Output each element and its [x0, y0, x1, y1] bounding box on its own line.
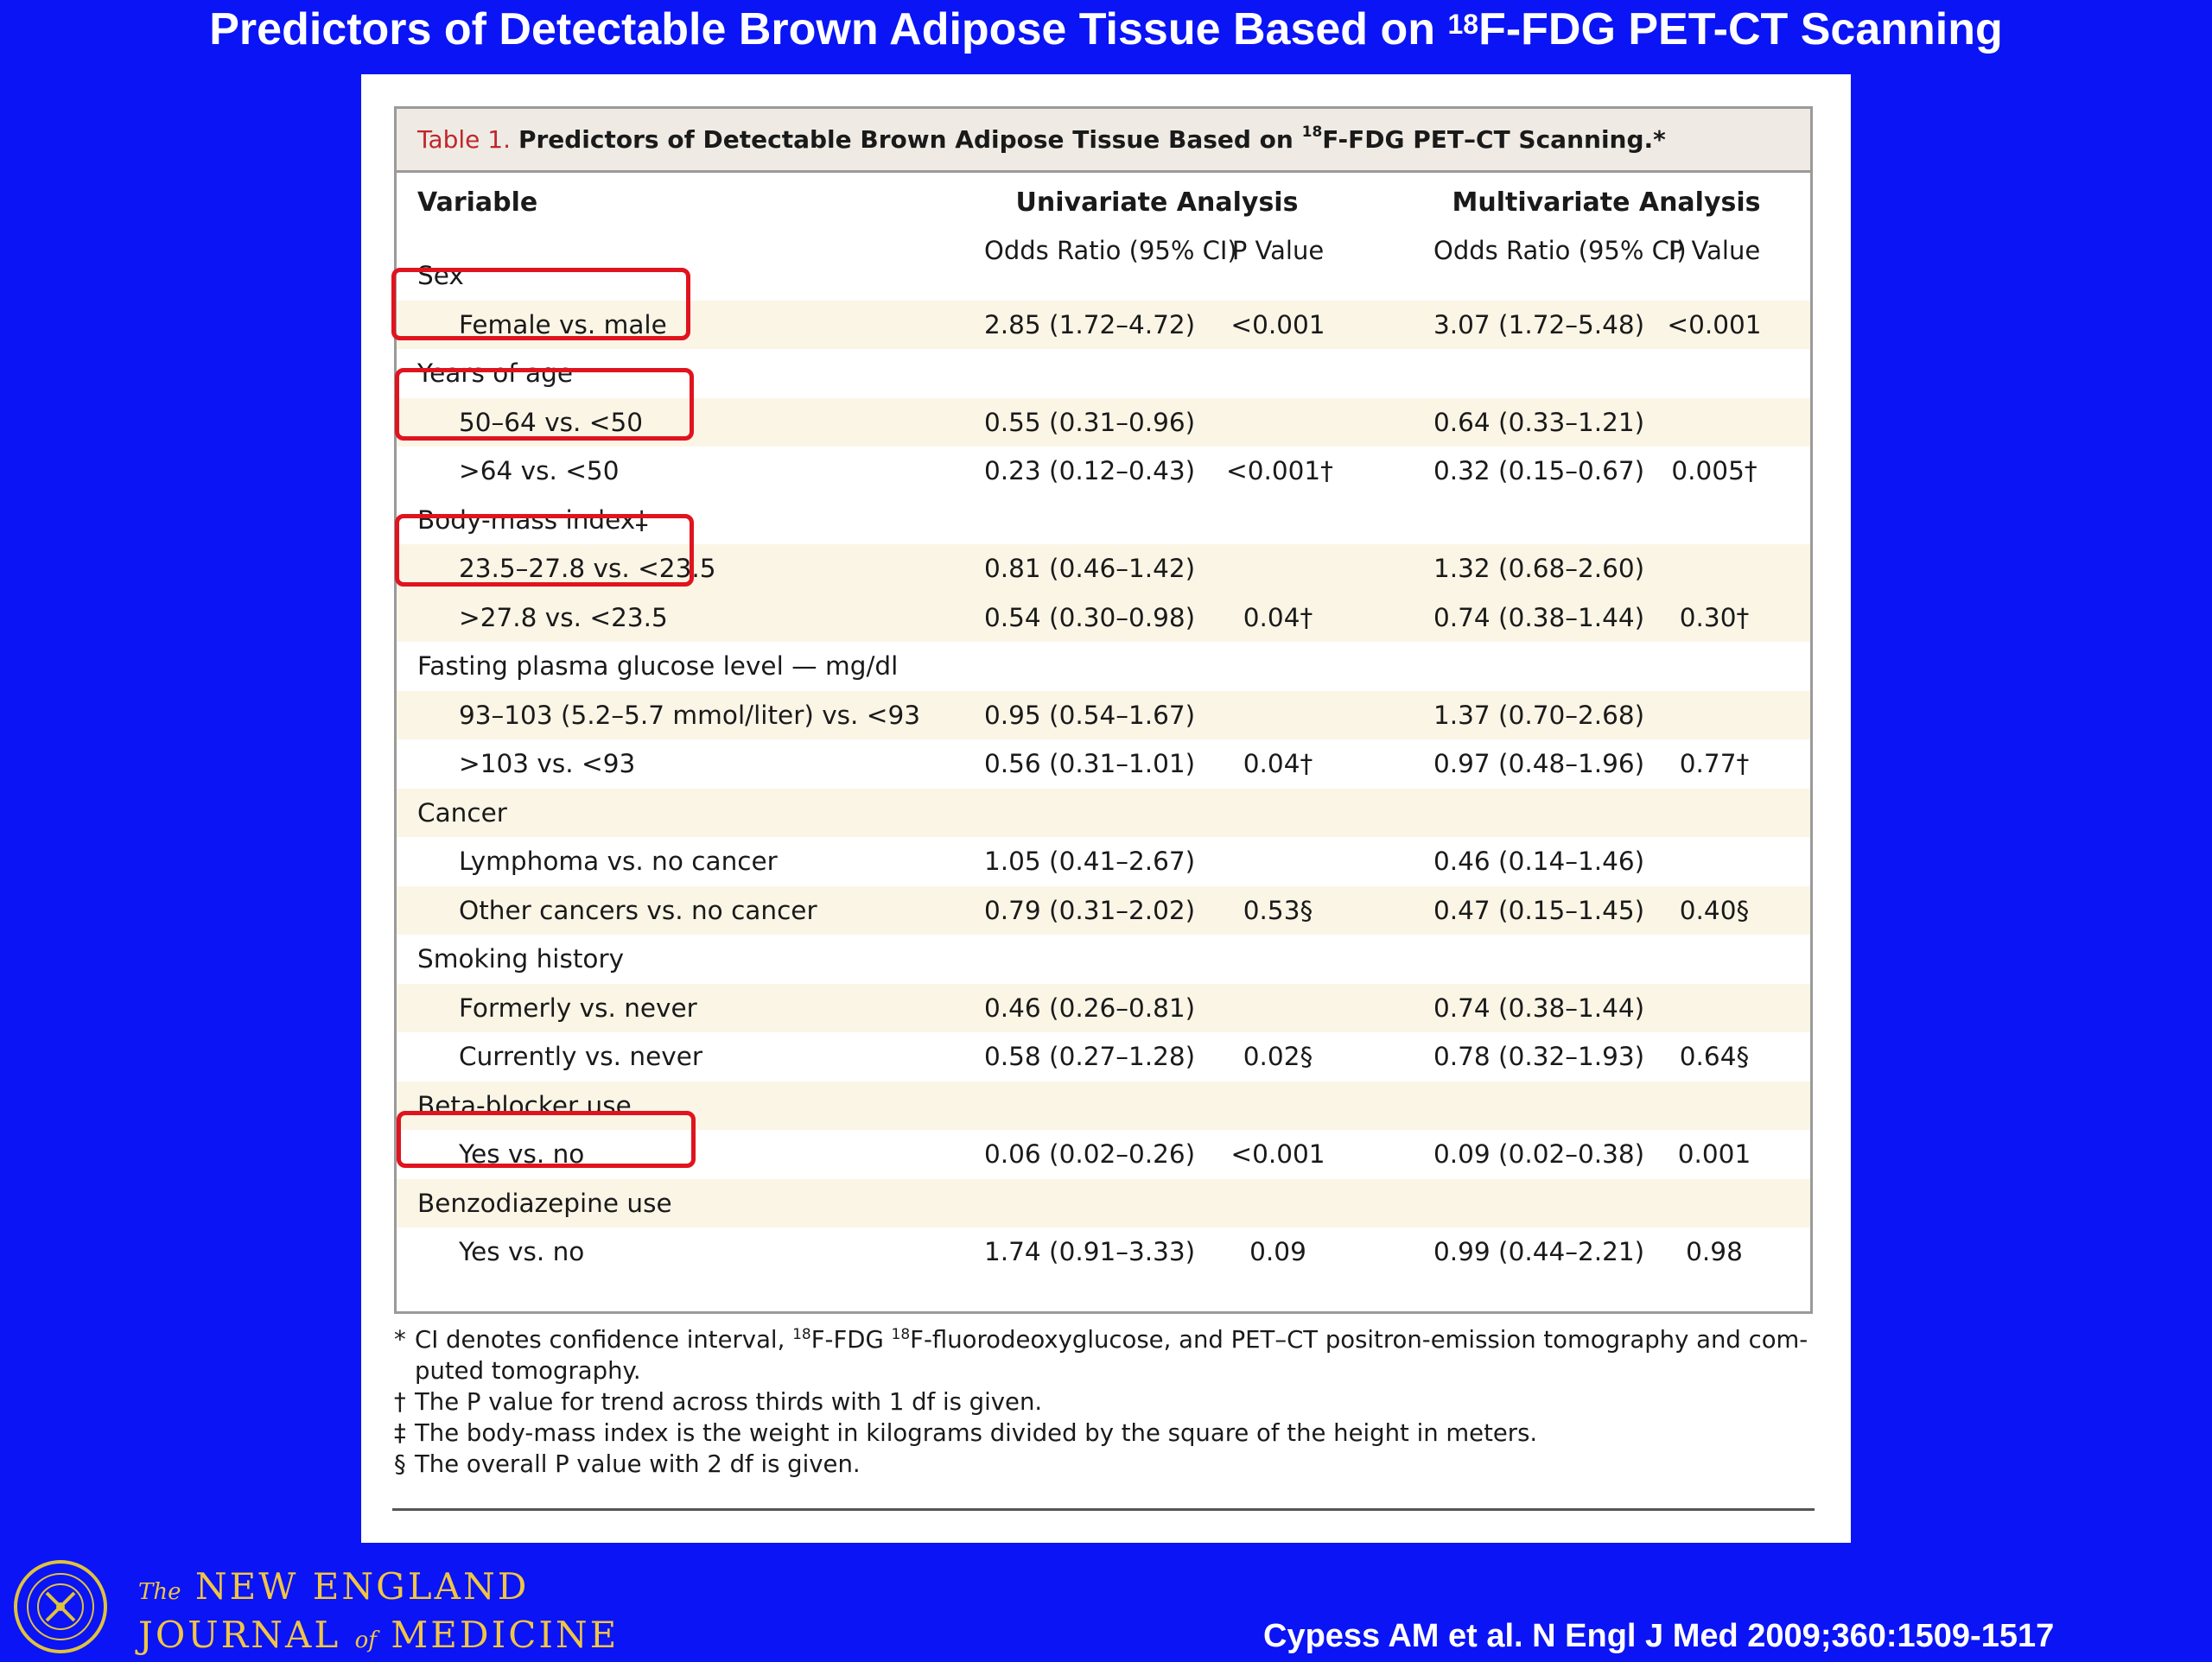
footnote-3: [394, 1418, 1820, 1449]
subheader-odds-ratio-multivariate: Odds Ratio (95% CI): [1433, 236, 1687, 265]
footnote-1-superscript-b: 18: [891, 1326, 911, 1343]
row-multivariate-odds-ratio: 0.09 (0.02–0.38): [1433, 1139, 1645, 1169]
row-multivariate-odds-ratio: 1.37 (0.70–2.68): [1433, 700, 1645, 730]
row-variable: Fasting plasma glucose level — mg/dl: [417, 651, 899, 681]
footnote-3-marker: ‡: [394, 1419, 406, 1447]
row-variable: Beta-blocker use: [417, 1090, 632, 1120]
row-variable: Yes vs. no: [459, 1139, 585, 1169]
highlight-box-age: [395, 368, 694, 441]
subheader-p-value-multivariate: P Value: [1668, 236, 1761, 265]
row-multivariate-odds-ratio: 0.46 (0.14–1.46): [1433, 847, 1645, 876]
row-univariate-odds-ratio: 0.46 (0.26–0.81): [984, 993, 1196, 1023]
row-univariate-odds-ratio: 0.58 (0.27–1.28): [984, 1042, 1196, 1071]
row-variable: >27.8 vs. <23.5: [459, 602, 668, 632]
table-row: [397, 739, 1810, 789]
footnote-4-marker: §: [394, 1450, 406, 1478]
slide-title-text: Predictors of Detectable Brown Adipose Tissue Based on: [209, 4, 1448, 54]
journal-wordmark-line-2: [138, 1614, 619, 1662]
table-caption-text: [518, 125, 1666, 154]
journal-seal-logo: [14, 1560, 107, 1653]
row-variable: >64 vs. <50: [459, 456, 620, 485]
row-univariate-p-value: <0.001†: [1226, 456, 1333, 485]
row-multivariate-p-value: <0.001: [1667, 309, 1762, 339]
row-univariate-odds-ratio: 0.56 (0.31–1.01): [984, 749, 1196, 778]
row-multivariate-p-value: 0.40§: [1679, 895, 1750, 925]
row-variable: 50–64 vs. <50: [459, 407, 644, 437]
table-row: [397, 789, 1810, 838]
table-row: [397, 447, 1810, 496]
journal-of: of: [354, 1627, 377, 1653]
caption-text-end: F-FDG PET–CT Scanning.*: [1322, 125, 1666, 154]
row-univariate-odds-ratio: 1.05 (0.41–2.67): [984, 847, 1196, 876]
row-univariate-odds-ratio: 0.55 (0.31–0.96): [984, 407, 1196, 437]
row-variable: Sex: [417, 261, 464, 290]
footnote-3-text: The body-mass index is the weight in kilograms divided by the square of the height in meters.: [415, 1419, 1538, 1447]
row-multivariate-p-value: 0.98: [1686, 1237, 1743, 1266]
table-row: [397, 1032, 1810, 1082]
footnote-1-text-b: F-FDG: [810, 1326, 892, 1354]
row-multivariate-odds-ratio: 0.47 (0.15–1.45): [1433, 895, 1645, 925]
slide-title-text-end: F-FDG PET-CT Scanning: [1478, 4, 2003, 54]
row-univariate-odds-ratio: 0.79 (0.31–2.02): [984, 895, 1196, 925]
row-multivariate-odds-ratio: 3.07 (1.72–5.48): [1433, 309, 1645, 339]
caption-text-start: Predictors of Detectable Brown Adipose Tissue Based on: [518, 125, 1302, 154]
row-variable: Currently vs. never: [459, 1042, 702, 1071]
journal-wordmark-line-1: [138, 1565, 619, 1614]
row-univariate-odds-ratio: 0.06 (0.02–0.26): [984, 1139, 1196, 1169]
table-row: [397, 886, 1810, 936]
row-univariate-p-value: 0.02§: [1243, 1042, 1313, 1071]
header-multivariate: Multivariate Analysis: [1452, 187, 1761, 218]
row-univariate-p-value: <0.001: [1230, 1139, 1325, 1169]
row-multivariate-odds-ratio: 0.74 (0.38–1.44): [1433, 602, 1645, 632]
table-panel: [361, 74, 1851, 1543]
table-row: [397, 691, 1810, 740]
footnote-2-marker: †: [394, 1388, 406, 1416]
row-multivariate-odds-ratio: 0.64 (0.33–1.21): [1433, 407, 1645, 437]
journal-medicine: MEDICINE: [391, 1614, 620, 1656]
highlight-box-beta-blocker: [397, 1111, 696, 1168]
row-univariate-odds-ratio: 0.54 (0.30–0.98): [984, 602, 1196, 632]
row-multivariate-odds-ratio: 0.78 (0.32–1.93): [1433, 1042, 1645, 1071]
row-univariate-p-value: 0.04†: [1243, 749, 1313, 778]
footnote-4-text: The overall P value with 2 df is given.: [415, 1450, 861, 1478]
row-multivariate-p-value: 0.30†: [1679, 602, 1750, 632]
table-row: [397, 593, 1810, 643]
journal-wordmark: [138, 1565, 619, 1662]
row-variable: >103 vs. <93: [459, 749, 636, 778]
row-univariate-odds-ratio: 1.74 (0.91–3.33): [984, 1237, 1196, 1266]
highlight-box-sex: [391, 268, 690, 340]
table-footnotes: [394, 1324, 1820, 1480]
table-row: [397, 642, 1810, 691]
footnote-4: [394, 1449, 1820, 1480]
row-multivariate-p-value: 0.005†: [1671, 456, 1758, 485]
table-number: Table 1.: [417, 125, 512, 154]
row-multivariate-p-value: 0.77†: [1679, 749, 1750, 778]
table-row: [397, 1179, 1810, 1228]
row-univariate-p-value: 0.04†: [1243, 602, 1313, 632]
footnote-1-marker: *: [394, 1326, 406, 1354]
caption-superscript: 18: [1301, 124, 1323, 141]
row-univariate-p-value: 0.09: [1249, 1237, 1306, 1266]
table-row: [397, 1227, 1810, 1277]
row-variable: Benzodiazepine use: [417, 1188, 672, 1218]
row-univariate-p-value: <0.001: [1230, 309, 1325, 339]
row-univariate-odds-ratio: 0.23 (0.12–0.43): [984, 456, 1196, 485]
footnote-rule: [392, 1508, 1815, 1511]
header-variable: Variable: [417, 187, 538, 218]
journal-journal: JOURNAL: [138, 1614, 341, 1656]
row-multivariate-odds-ratio: 0.74 (0.38–1.44): [1433, 993, 1645, 1023]
table-row: [397, 984, 1810, 1033]
header-univariate: Univariate Analysis: [1015, 187, 1299, 218]
row-variable: Lymphoma vs. no cancer: [459, 847, 778, 876]
row-variable: Formerly vs. never: [459, 993, 697, 1023]
table-row: [397, 935, 1810, 984]
row-multivariate-odds-ratio: 0.32 (0.15–0.67): [1433, 456, 1645, 485]
row-multivariate-p-value: 0.001: [1677, 1139, 1751, 1169]
row-univariate-odds-ratio: 0.95 (0.54–1.67): [984, 700, 1196, 730]
slide-title: [0, 2, 2212, 57]
results-table: [394, 106, 1813, 1314]
slide-title-superscript: 18: [1447, 9, 1479, 40]
subheader-p-value-univariate: P Value: [1231, 236, 1325, 265]
row-multivariate-odds-ratio: 0.97 (0.48–1.96): [1433, 749, 1645, 778]
row-univariate-odds-ratio: 2.85 (1.72–4.72): [984, 309, 1196, 339]
row-variable: Cancer: [417, 797, 507, 828]
table-row: [397, 837, 1810, 886]
row-univariate-odds-ratio: 0.81 (0.46–1.42): [984, 554, 1196, 583]
row-variable: Other cancers vs. no cancer: [459, 895, 817, 925]
journal-new-england: NEW ENGLAND: [194, 1565, 530, 1608]
footnote-1-superscript-a: 18: [792, 1326, 811, 1343]
footnote-2: [394, 1386, 1820, 1418]
row-multivariate-odds-ratio: 0.99 (0.44–2.21): [1433, 1237, 1645, 1266]
footnote-1-text: CI denotes confidence interval,: [415, 1326, 793, 1354]
row-variable: Body-mass index‡: [417, 504, 648, 535]
table-caption: [397, 109, 1810, 173]
row-multivariate-odds-ratio: 1.32 (0.68–2.60): [1433, 554, 1645, 583]
footnote-1-text-c: F-fluorodeoxyglucose, and PET–CT positron-emission tomography and com-puted tomography.: [415, 1326, 1808, 1385]
row-variable: Yes vs. no: [459, 1237, 585, 1266]
row-variable: Smoking history: [417, 944, 625, 974]
row-variable: 93–103 (5.2–5.7 mmol/liter) vs. <93: [459, 700, 921, 730]
seal-emblem-icon: [17, 1564, 104, 1650]
row-multivariate-p-value: 0.64§: [1679, 1042, 1750, 1071]
citation: Cypess AM et al. N Engl J Med 2009;360:1509-1517: [1263, 1618, 2055, 1654]
footnote-1: [394, 1324, 1820, 1386]
footnote-2-text: The P value for trend across thirds with 1 df is given.: [415, 1388, 1043, 1416]
subheader-odds-ratio-univariate: Odds Ratio (95% CI): [984, 236, 1237, 265]
journal-the: The: [138, 1579, 181, 1605]
highlight-box-bmi: [395, 514, 694, 587]
row-variable: 23.5–27.8 vs. <23.5: [459, 554, 716, 583]
row-variable: Years of age: [417, 358, 573, 388]
row-univariate-p-value: 0.53§: [1243, 895, 1313, 925]
row-variable: Female vs. male: [459, 309, 667, 339]
